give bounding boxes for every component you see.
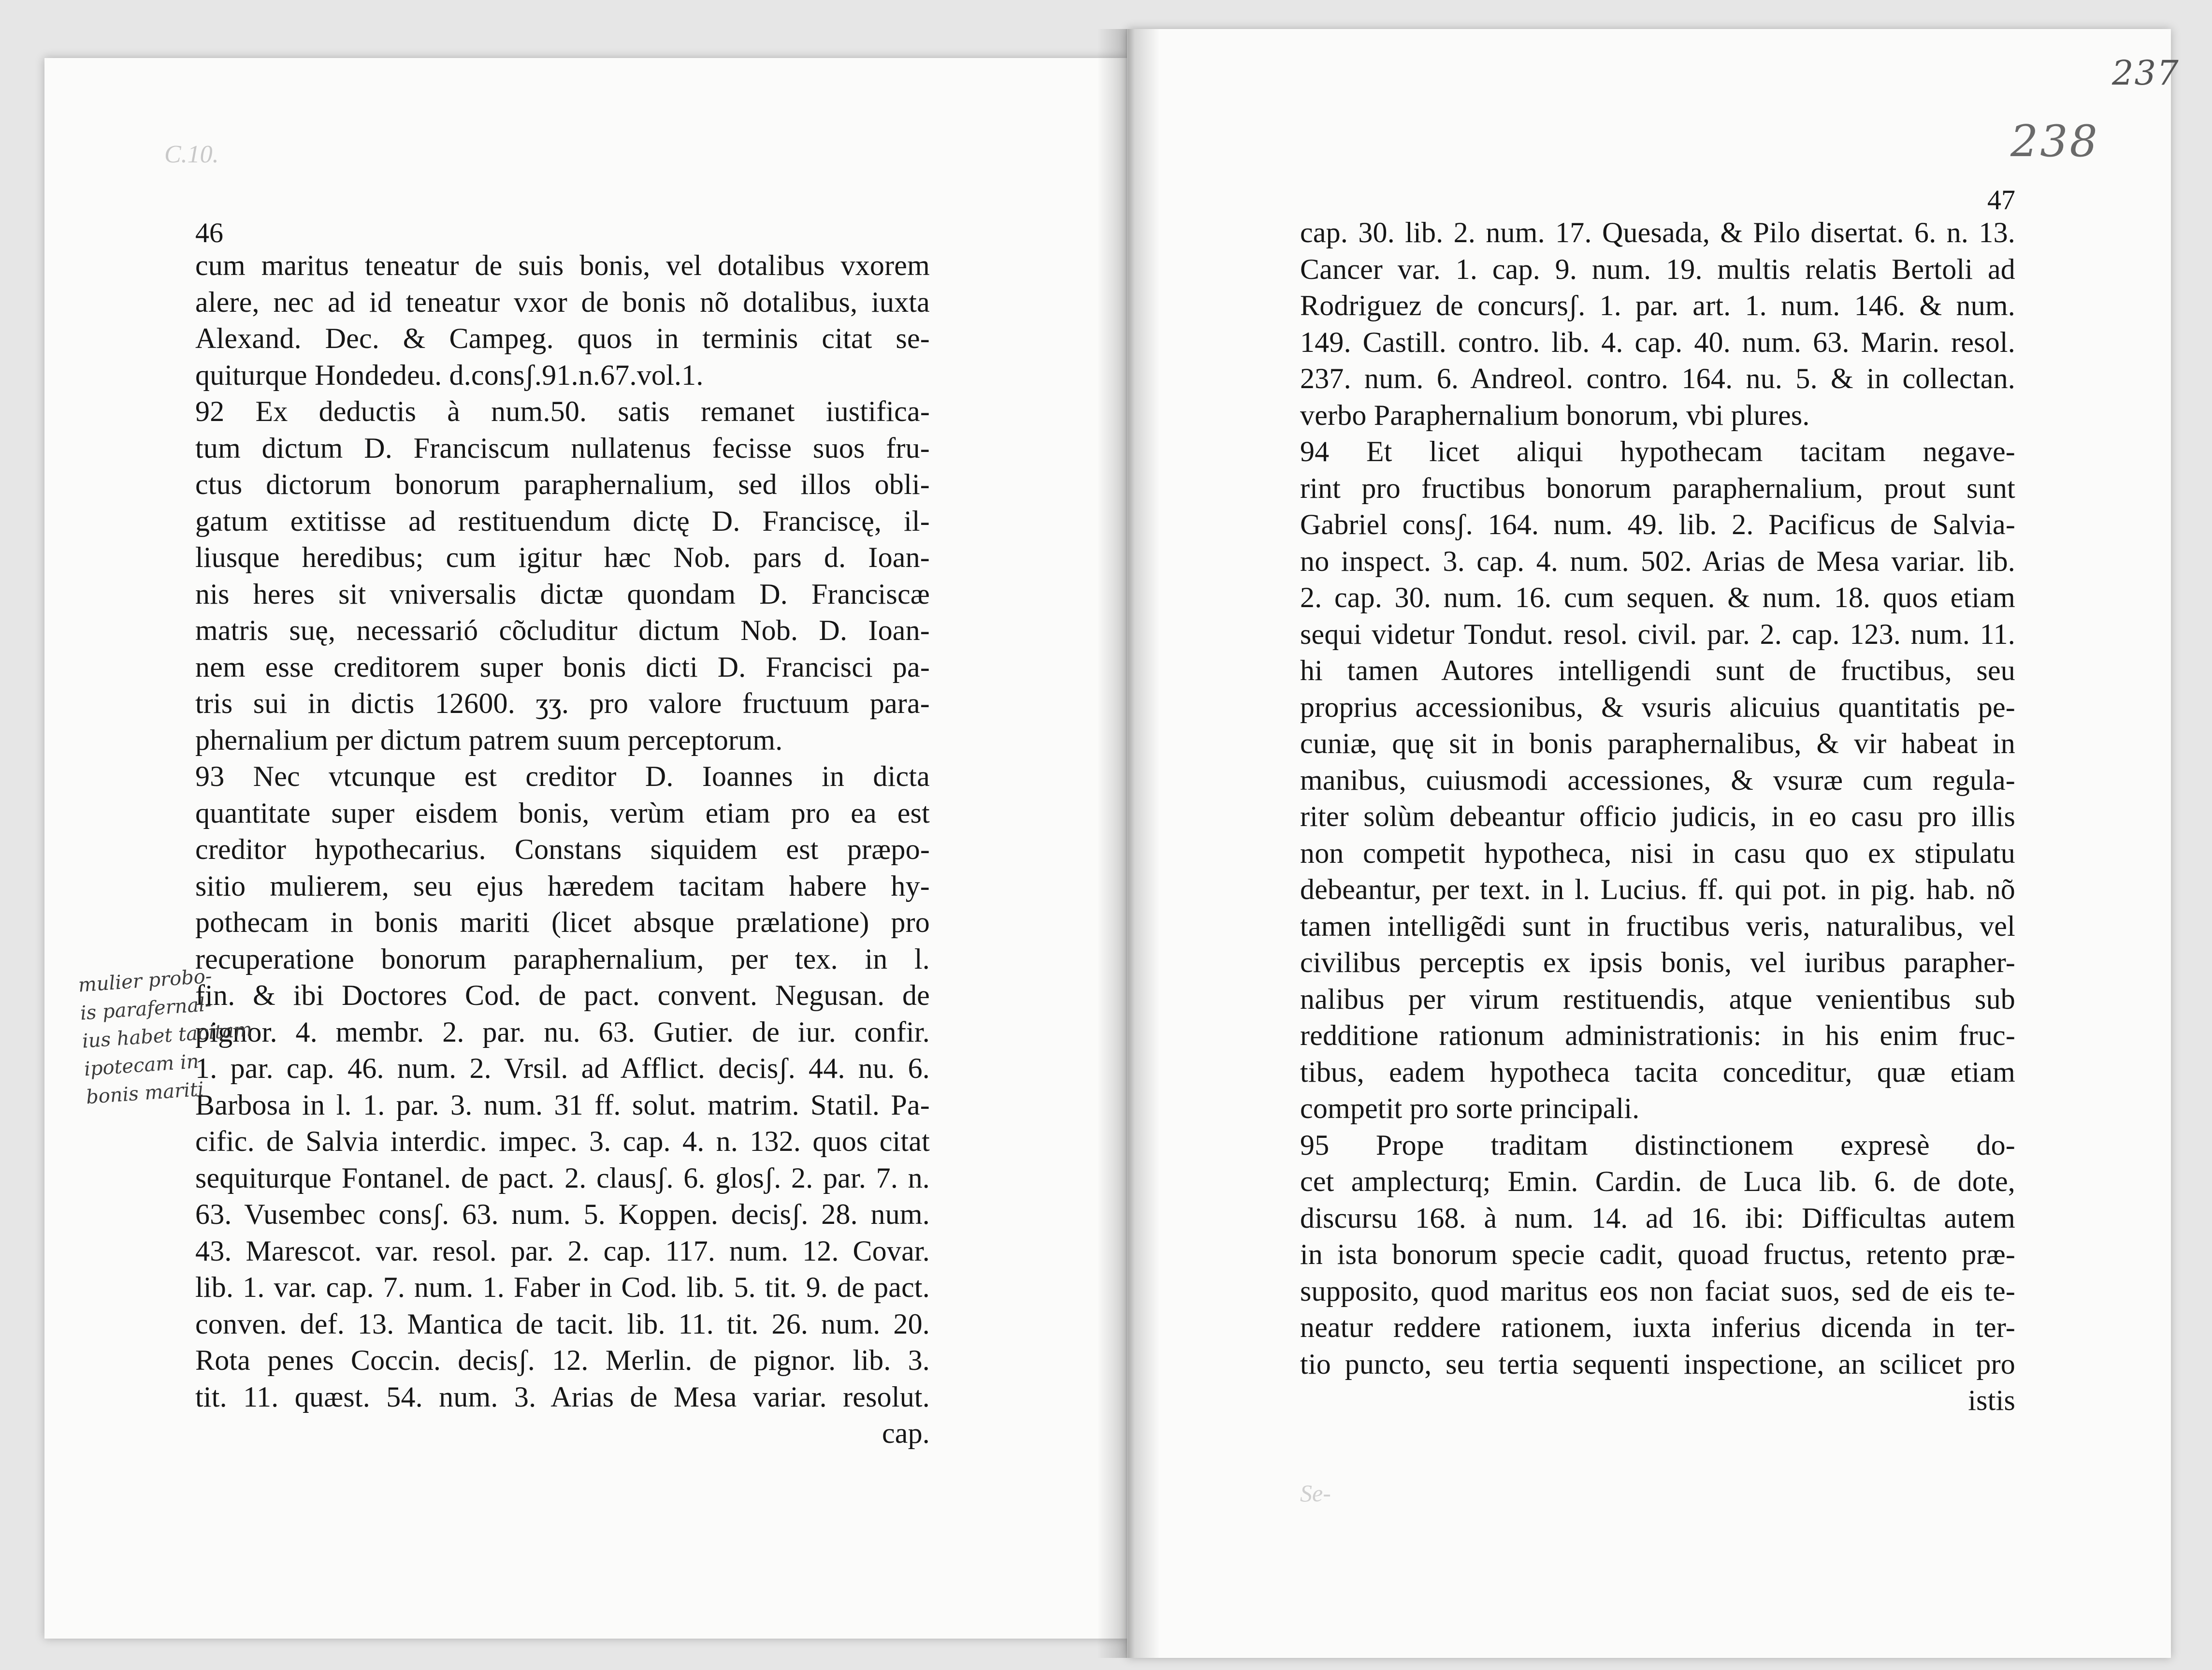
right-text-line: verbo Paraphernalium bonorum, vbi plures. [1300,399,1810,431]
left-text-line: Barbosa in l. 1. par. 3. num. 31 ff. solut. matrim. Statil. Pa- [195,1089,930,1121]
left-text-line: nem esse creditorem super bonis dicti D. Francisci pa- [195,651,930,683]
right-text-line: neatur reddere rationem, iuxta inferius dicenda in ter- [1300,1311,2015,1343]
corner-folio-number: 237 [2112,53,2180,93]
margin-note-line: ius habet tacitam [81,1018,253,1053]
margin-note-line: mulier probo- [77,965,213,997]
right-text-line: debeantur, per text. in l. Lucius. ff. qui pot. in pig. hab. nõ [1300,873,2015,905]
left-text-line: conven. def. 13. Mantica de tacit. lib. 11. tit. 26. num. 20. [195,1307,930,1340]
left-text-line: quantitate super eisdem bonis, verùm etiam pro ea est [195,797,930,829]
right-text-line: hi tamen Autores intelligendi sunt de fructibus, seu [1300,654,2015,686]
left-text-line: 1. par. cap. 46. num. 2. Vrsil. ad Afflict. decisʃ. 44. nu. 6. [195,1052,930,1084]
right-text-line: tio puncto, seu tertia sequenti inspectione, an scilicet pro [1300,1348,2015,1380]
right-text-line: tibus, eadem hypotheca tacita conceditur, quæ etiam [1300,1056,2015,1088]
right-lines [1300,215,2015,1382]
right-text-line: discursu 168. à num. 14. ad 16. ibi: Difficultas autem [1300,1202,2015,1234]
margin-note [77,961,253,1111]
faint-mark: C.10. [164,141,219,168]
bleed-mark: Se- [1300,1480,1331,1507]
left-text-line: 93 Nec vtcunque est creditor D. Ioannes in dicta [195,760,930,792]
right-text-line: sequi videtur Tondut. resol. civil. par. 2. cap. 123. num. 11. [1300,618,2015,650]
left-page-number: 46 [195,217,223,248]
left-text-line: phernalium per dictum patrem suum perceptorum. [195,724,783,756]
margin-note-line: is parafernal- [79,993,212,1025]
left-text-line: 43. Marescot. var. resol. par. 2. cap. 117. num. 12. Covar. [195,1234,930,1267]
left-text-line: recuperatione bonorum paraphernalium, per tex. in l. [195,943,930,975]
left-text-line: tit. 11. quæst. 54. num. 3. Arias de Mesa variar. resolut. [195,1380,930,1413]
right-text-line: redditione rationum administrationis: in his enim fruc- [1300,1019,2015,1051]
right-text-line: rint pro fructibus bonorum paraphernalium, prout sunt [1300,472,2015,504]
margin-note-line: ipotecam in [83,1050,200,1081]
right-text-line: 2. cap. 30. num. 16. cum sequen. & num. 18. quos etiam [1300,581,2015,613]
left-text-line: alere, nec ad id teneatur vxor de bonis nõ dotalibus, iuxta [195,286,930,318]
margin-note-line: bonis mariti [85,1078,205,1109]
left-text-line: sequiturque Fontanel. de pact. 2. clausʃ. 6. glosʃ. 2. par. 7. n. [195,1162,930,1194]
right-text-line: Cancer var. 1. cap. 9. num. 19. multis relatis Bertoli ad [1300,253,2015,285]
left-text-line: Alexand. Dec. & Campeg. quos in terminis citat se- [195,322,930,354]
left-text-line: tris sui in dictis 12600. ʒʒ. pro valore fructuum para- [195,687,930,719]
right-text-line: 94 Et licet aliqui hypothecam tacitam negave- [1300,436,2015,467]
right-text-line: cap. 30. lib. 2. num. 17. Quesada, & Pilo disertat. 6. n. 13. [1300,217,2015,248]
right-text-line: civilibus perceptis ex ipsis bonis, vel iuribus parapher- [1300,946,2015,978]
left-text-line: pothecam in bonis mariti (licet absque prælatione) pro [195,906,930,938]
right-text-line: nalibus per virum restituendis, atque venientibus sub [1300,983,2015,1015]
left-text-block [195,218,930,1452]
right-text-line: no inspect. 3. cap. 4. num. 502. Arias de Mesa variar. lib. [1300,545,2015,577]
left-text-line: gatum extitisse ad restituendum dictę D. Franciscę, il- [195,505,930,537]
right-text-line: competit pro sorte principali. [1300,1092,1640,1124]
right-text-line: Gabriel consʃ. 164. num. 49. lib. 2. Pacificus de Salvia- [1300,508,2015,540]
left-text-line: cific. de Salvia interdic. impec. 3. cap. 4. n. 132. quos citat [195,1125,930,1157]
left-text-line: lib. 1. var. cap. 7. num. 1. Faber in Cod. lib. 5. tit. 9. de pact. [195,1271,930,1303]
right-text-line: 95 Prope traditam distinctionem expresè do- [1300,1129,2015,1161]
left-catchword: cap. [882,1417,930,1449]
left-text-line: Rota penes Coccin. decisʃ. 12. Merlin. de pignor. lib. 3. [195,1344,930,1376]
left-text-line: quiturque Hondedeu. d.consʃ.91.n.67.vol.1. [195,359,704,391]
right-text-line: supposito, quod maritus eos non faciat suos, sed de eis te- [1300,1275,2015,1307]
right-text-line: cet amplecturq; Emin. Cardin. de Luca lib. 6. de dote, [1300,1165,2015,1197]
book-gutter [1097,29,1160,1658]
left-lines [195,247,930,1415]
right-text-block [1300,186,2015,1419]
right-text-line: riter solùm debeantur officio judicis, in eo casu pro illis [1300,800,2015,832]
right-text-line: 237. num. 6. Andreol. contro. 164. nu. 5. & in collectan. [1300,363,2015,394]
left-text-line: 92 Ex deductis à num.50. satis remanet iustifica- [195,395,930,427]
right-text-line: tamen intelligẽdi sunt in fructibus veris, naturalibus, vel [1300,910,2015,942]
right-text-line: manibus, cuiusmodi accessiones, & vsuræ cum regula- [1300,764,2015,796]
right-catchword: istis [1968,1384,2015,1416]
right-text-line: non competit hypotheca, nisi in casu quo ex stipulatu [1300,837,2015,869]
left-text-line: nis heres sit vniversalis dictæ quondam D. Franciscæ [195,578,930,610]
left-text-line: creditor hypothecarius. Constans siquidem est præpo- [195,833,930,865]
left-text-line: 63. Vusembec consʃ. 63. num. 5. Koppen. decisʃ. 28. num. [195,1198,930,1230]
left-text-line: pignor. 4. membr. 2. par. nu. 63. Gutier. de iur. confir. [195,1016,930,1048]
right-text-line: proprius accessionibus, & vsuris alicuius quantitatis pe- [1300,691,2015,723]
left-text-line: liusque heredibus; cum igitur hæc Nob. pars d. Ioan- [195,541,930,573]
left-text-line: tum dictum D. Franciscum nullatenus fecisse suos fru- [195,432,930,464]
right-text-line: cuniæ, quę sit in bonis paraphernalibus, & vir habeat in [1300,727,2015,759]
left-text-line: matris suę, necessarió cõcluditur dictum Nob. D. Ioan- [195,614,930,646]
handwritten-folio-number: 238 [2010,116,2099,167]
right-text-line: in ista bonorum specie cadit, quoad fructus, retento præ- [1300,1238,2015,1270]
right-text-line: Rodriguez de concursʃ. 1. par. art. 1. num. 146. & num. [1300,290,2015,321]
left-text-line: fin. & ibi Doctores Cod. de pact. convent. Negusan. de [195,979,930,1011]
left-text-line: cum maritus teneatur de suis bonis, vel dotalibus vxorem [195,249,930,281]
right-text-line: 149. Castill. contro. lib. 4. cap. 40. num. 63. Marin. resol. [1300,326,2015,358]
left-text-line: sitio mulierem, seu ejus hæredem tacitam habere hy- [195,870,930,902]
right-page-number: 47 [1987,184,2015,216]
left-text-line: ctus dictorum bonorum paraphernalium, sed illos obli- [195,468,930,500]
